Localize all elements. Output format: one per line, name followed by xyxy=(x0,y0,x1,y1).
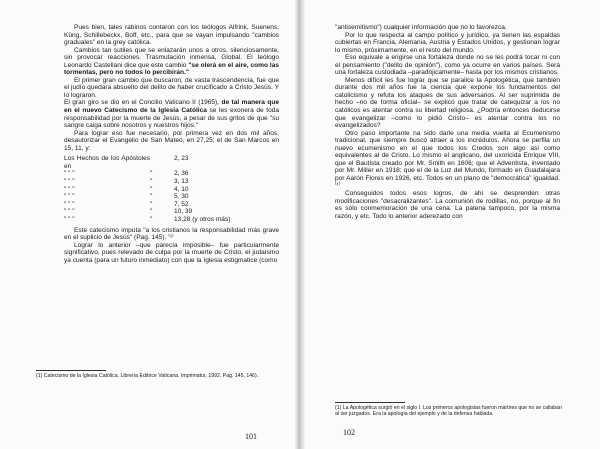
paragraph: Este catecismo imputa "a los cristianos la responsabilidad más grave en el suplicio de Jesús" (Pag. 145). ⁽¹⁾ xyxy=(64,226,279,242)
acts-references-table xyxy=(64,155,279,223)
footnote: (1) La Apologética surgió en el siglo I. Los primeros apologistas fueron mártires que no se callaban al ser juzgados. Era la apología del ejemplo y de la defensa hablada. xyxy=(335,405,562,418)
table-row: " " " " 13,28 (y otros más) xyxy=(64,216,231,224)
paragraph: El gran giro se dio en el Concilio Vaticano II (1965), de tal manera que en el nuevo Catecismo de la Iglesia Católica se les exonera de toda responsabilidad por la muerte de Jesús, a pesar de sus gritos de que "su sangre caiga sobre nosotros y nuestros hijos." xyxy=(64,99,280,130)
table-row: " " " " 3, 13 xyxy=(64,178,189,186)
footnote: (1) Catecismo de la Iglesia Católica. Librería Editrice Vaticana. Imprimatur, 1992. Pag. 145, 146). xyxy=(36,373,259,379)
right-page-body xyxy=(335,24,560,220)
footnote-divider xyxy=(36,370,106,371)
paragraph: Cambios tan sutiles que se enlazarán unos a otros, silenciosamente, sin provocar reacciones. Trasmutación inmensa, Global. El teólogo Leonardo Castellani dice que este cambio "se olerá en el aire, como las tormentas, pero no todos lo percibirán." xyxy=(64,46,279,77)
paragraph: El primer gran cambio que buscaron, de vasta trascendencia, fue que el judío quedara absuelto del delito de haber crucificado a Cristo Jesús. Y lo lograron. xyxy=(64,76,279,99)
paragraph: Conseguidos todos esos logros, de ahí se desprenden otras modificaciones "desacralizantes". La comunión de rodillas, no, porque al fin es sólo conmemoración de una cena. La patena tampoco, por la misma razón, y etc. Todo lo anterior aderezado con xyxy=(335,190,560,220)
page-number: 101 xyxy=(245,432,257,441)
book-gutter xyxy=(295,0,305,449)
paragraph: "antisemitismo") cualquier información que no lo favorezca. xyxy=(335,24,507,31)
paragraph: Menos difícil les fue lograr que se paralice la Apologética, que también durante dos mil años fue la ciencia que expone los fundamentos del catolicismo y refuta los ataques de sus adversarios. Al ser suprimida de hecho –no de forma oficial– se explicó que tratar de catequizar a los no católicos es atentar contra su libertad religiosa. ¿Podría entonces deducirse que evangelizar –como lo pidió Cristo– es atentar contra los no evangelizados? xyxy=(335,76,560,130)
paragraph: Por lo que respecta al campo político y jurídico, ya tienen las espaldas cubiertas en Francia, Alemania, Austria y Estados Unidos, y gestionan lograr lo mismo, próximamente, en el resto del mundo. xyxy=(335,31,560,54)
table-row: " " " " 5, 30 xyxy=(64,193,189,201)
left-page-body xyxy=(64,24,279,264)
right-page xyxy=(305,0,600,449)
left-page xyxy=(0,0,295,449)
table-row: " " " " 2, 36 xyxy=(64,170,189,178)
paragraph: Eso equivale a erigirse una fortaleza donde no se les podrá tocar ni con el pensamiento ("delito de opinión"), como ya ocurre en varios países. Será una fortaleza custodiada –paradójicamente– hasta por los mismos cristianos. xyxy=(335,54,560,77)
paragraph: Para lograr eso fue necesario, por primera vez en dos mil años, desautorizar el Evangelio de San Mateo, en 27,25; el de San Marcos en 15, 11, y: xyxy=(64,129,279,152)
table-row: " " " " 4, 10 xyxy=(64,185,189,193)
paragraph: Lograr lo anterior –que parecía imposible– fue particularmente significativo, pues relevado de culpa por la muerte de Cristo, el judaísmo ya cuenta (para un futuro inmediato) con que la Iglesia estigmatice (como xyxy=(64,241,279,264)
footnote-divider xyxy=(335,402,405,403)
paragraph: Pues bien, tales rabinos contaron con los teólogos Alfrink, Suenens, Küng, Schillebeckx, Boff, etc., para que se vayan impulsando "cambios graduales" en la grey católica. xyxy=(64,24,279,47)
table-row: " " " " 7, 52 xyxy=(64,200,189,208)
table-row: " " " " 10, 39 xyxy=(64,208,193,216)
paragraph: Otro paso importante na sido darle una media vuelta al Ecumenismo tradicional, que siempre buscó atraer a los incrédulos. Ahora se perfila un nuevo ecumenismo en el que todos los Credos son algo así como equivalentes al de Cristo. Lo mismo el anglicano, del uxoricida Enrique VIII, que el Bautista creado por Mr. Smith en 1606; que el Adventista, inventado por Mr. Miller en 1918; que el de la Luz del Mundo, formado en Guadalajara por Aarón Flores en 1926, etc. Todos en un plano de "democrática" igualdad. ⁽¹⁾ xyxy=(335,129,560,190)
table-row: Los Hechos de los Apóstoles en 2, 23 xyxy=(64,155,189,170)
page-number: 102 xyxy=(343,428,355,437)
